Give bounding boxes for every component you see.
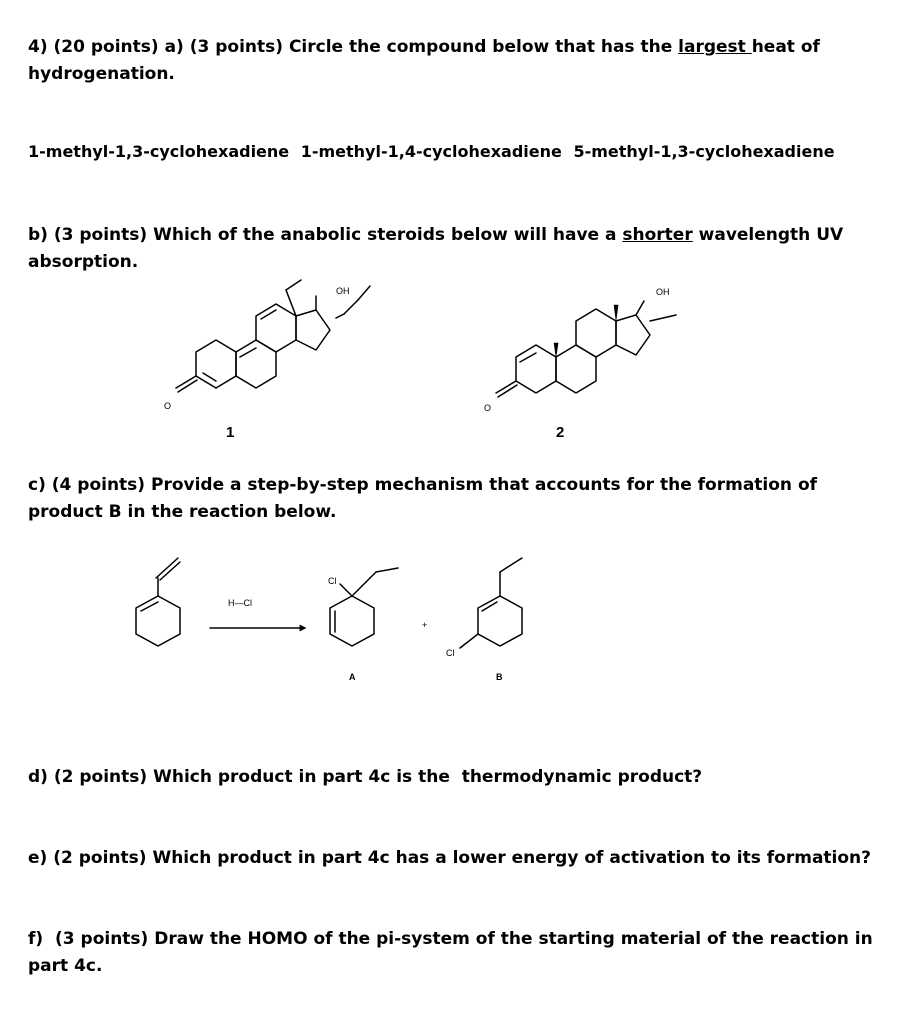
reaction-scheme[interactable] xyxy=(120,548,540,688)
product-b-label: B xyxy=(496,672,503,682)
compound-2-label: 2 xyxy=(556,424,565,441)
carbonyl-o-label-1: O xyxy=(164,401,172,411)
question-4c: c) (4 points) Provide a step-by-step mechanism that accounts for the formation of product B in the reaction below. xyxy=(28,475,823,522)
product-a-label: A xyxy=(349,672,356,682)
answer-choices xyxy=(28,142,841,161)
question-4a-text: 4) (20 points) a) (3 points) Circle the compound below that has the xyxy=(28,37,679,57)
question-4f: f) (3 points) Draw the HOMO of the pi-system of the starting material of the reaction in part 4c. xyxy=(28,929,879,976)
cl-label-a: Cl xyxy=(328,576,337,586)
steroid-1-structure[interactable] xyxy=(160,270,390,450)
steroid-2-structure[interactable] xyxy=(480,275,710,455)
question-4a-text-end: heat of hydrogenation. xyxy=(28,37,826,84)
question-4a-emphasis: largest xyxy=(678,37,752,57)
choice-3[interactable]: 5-methyl-1,3-cyclohexadiene xyxy=(573,142,835,161)
question-4a xyxy=(28,34,888,88)
oh-label-1: OH xyxy=(336,286,350,296)
question-4b-text: b) (3 points) Which of the anabolic steroids below will have a xyxy=(28,225,623,245)
question-4e: e) (2 points) Which product in part 4c has a lower energy of activation to its formation? xyxy=(28,848,872,868)
choice-1[interactable]: 1-methyl-1,3-cyclohexadiene xyxy=(28,142,290,161)
question-4b-emphasis: shorter xyxy=(622,225,693,245)
question-4b-text-end: wavelength UV absorption. xyxy=(28,225,850,272)
choice-2[interactable]: 1-methyl-1,4-cyclohexadiene xyxy=(300,142,562,161)
reagent-label: H—Cl xyxy=(228,598,252,608)
carbonyl-o-label-2: O xyxy=(484,403,492,413)
question-4d: d) (2 points) Which product in part 4c is the thermodynamic product? xyxy=(28,767,703,787)
plus-sign: + xyxy=(422,620,428,630)
cl-label-b: Cl xyxy=(446,648,455,658)
oh-label-2: OH xyxy=(656,287,670,297)
compound-1-label: 1 xyxy=(226,424,235,441)
question-4b xyxy=(28,222,888,276)
